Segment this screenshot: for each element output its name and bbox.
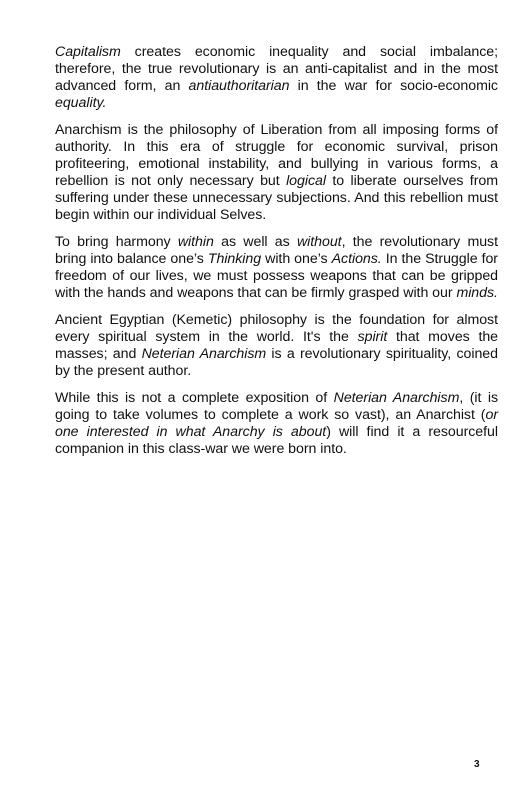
italic-text-run: Neterian Anarchism: [141, 346, 267, 362]
text-run: with one’s: [261, 251, 332, 267]
text-run: , the revolutionary must bring into balance one’s: [55, 234, 498, 267]
paragraph: [55, 234, 498, 302]
page-number: 3: [474, 759, 480, 770]
italic-text-run: equality.: [55, 95, 107, 111]
text-run: Anarchism is the philosophy of Liberation from all imposing forms of authority. In this era of struggle for economic survival, prison profiteering, emotional instability, and bullying in various forms, a rebellion is not only necessary but: [55, 122, 498, 189]
italic-text-run: Neterian Anarchism: [333, 390, 460, 406]
italic-text-run: within: [177, 234, 214, 250]
text-run: as well as: [213, 234, 297, 250]
italic-text-run: without: [296, 234, 342, 250]
text-run: Ancient Egyptian (Kemetic) philosophy is the foundation for almost every spiritual system in the world. It's the: [55, 312, 498, 345]
text-run: In the Struggle for freedom of our lives, we must possess weapons that can be gripped with the hands and weapons that can be firmly grasped with our: [55, 251, 498, 301]
italic-text-run: antiauthoritarian: [188, 78, 290, 94]
italic-text-run: minds.: [456, 285, 498, 301]
italic-text-run: logical: [286, 173, 326, 189]
italic-text-run: or one interested in what Anarchy is about: [55, 407, 498, 440]
text-run: in the war for socio-economic: [289, 78, 498, 94]
text-run: While this is not a complete exposition of: [55, 390, 334, 406]
text-run: creates economic inequality and social imbalance; therefore, the true revolutionary is an anti-capitalist and in the most advanced form, an: [55, 44, 498, 94]
text-run: To bring harmony: [55, 234, 178, 250]
paragraph: [55, 44, 498, 112]
paragraph: [55, 312, 498, 380]
italic-text-run: Thinking: [207, 251, 262, 267]
body-text: [55, 44, 498, 468]
text-run: to liberate ourselves from suffering under these unnecessary subjections. And this rebellion must begin within our individual Selves.: [55, 173, 498, 223]
italic-text-run: spirit: [357, 329, 388, 345]
paragraph: [55, 390, 498, 458]
paragraph: [55, 122, 498, 224]
text-run: , (it is going to take volumes to complete a work so vast), an Anarchist (: [55, 390, 498, 423]
text-run: is a revolutionary spirituality, coined by the present author.: [55, 346, 498, 379]
italic-text-run: Actions.: [331, 251, 382, 267]
text-run: ) will find it a resourceful companion in this class-war we were born into.: [55, 424, 498, 457]
text-run: that moves the masses; and: [55, 329, 499, 362]
italic-text-run: Capitalism: [55, 44, 121, 60]
